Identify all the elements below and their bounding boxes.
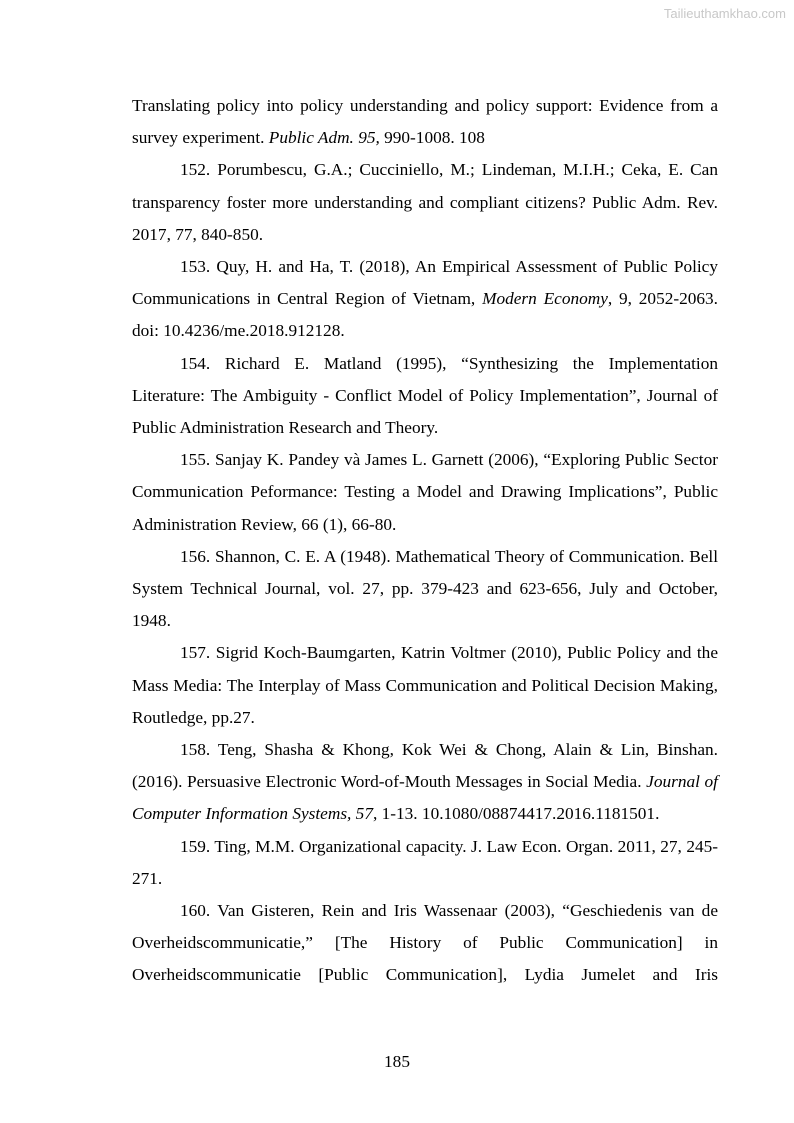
reference-text: Sanjay K. Pandey và James L. Garnett (2006), “Exploring Public Sector Communication Peformance: Testing a Model and Drawing Implications”, Public Administration Review, 66 (1), 66-80. (132, 450, 718, 534)
reference-text: Richard E. Matland (1995), “Synthesizing the Implementation Literature: The Ambiguity - Conflict Model of Policy Implementation”, Journal of Public Administration Research and Theory. (132, 353, 718, 438)
reference-number: 160. (180, 901, 211, 921)
reference-entry (132, 444, 718, 541)
reference-text: Porumbescu, G.A.; Cucciniello, M.; Lindeman, M.I.H.; Ceka, E. Can transparency foster more understanding and compliant citizens? Public Adm. Rev. 2017, 77, 840-850. (132, 160, 718, 244)
reference-entry (132, 251, 718, 348)
reference-number: 157. (180, 643, 211, 663)
reference-entry (132, 637, 718, 734)
reference-italic-text: Modern Economy (482, 289, 608, 309)
reference-italic-text: Journal of Computer Information Systems, 57 (132, 772, 718, 824)
reference-text: Sigrid Koch-Baumgarten, Katrin Voltmer (2010), Public Policy and the Mass Media: The Interplay of Mass Communication and Political Decision Making, Routledge, pp.27. (132, 643, 718, 727)
page-number: 185 (384, 1052, 410, 1071)
watermark-text: Tailieuthamkhao.com (663, 6, 786, 21)
reference-entry (132, 154, 718, 251)
reference-number: 152. (180, 160, 211, 180)
reference-italic-text: Public Adm. 95, (268, 128, 380, 148)
reference-number: 153. (180, 257, 211, 277)
reference-entry (132, 90, 718, 154)
reference-number: 159. (180, 836, 211, 856)
reference-number: 154. (180, 353, 211, 373)
reference-number: 155. (180, 450, 211, 470)
reference-text: Quy, H. and Ha, T. (2018), An Empirical Assessment of Public Policy Communications in Central Region of Vietnam, (132, 257, 718, 309)
reference-text: , 9, 2052-2063. doi: 10.4236/me.2018.912128. (132, 289, 718, 341)
reference-entry (132, 831, 718, 895)
reference-text: , 1-13. 10.1080/08874417.2016.1181501. (372, 804, 660, 824)
reference-text: Shannon, C. E. A (1948). Mathematical Theory of Communication. Bell System Technical Journal, vol. 27, pp. 379-423 and 623-656, July and October, 1948. (132, 546, 718, 631)
reference-text: 990-1008. 108 (379, 128, 485, 148)
reference-list (132, 90, 718, 992)
reference-text: Translating policy into policy understanding and policy support: Evidence from a survey experiment. (132, 96, 718, 148)
reference-text: Teng, Shasha & Khong, Kok Wei & Chong, Alain & Lin, Binshan. (2016). Persuasive Electronic Word-of-Mouth Messages in Social Media. (132, 740, 718, 792)
reference-entry (132, 348, 718, 445)
reference-number: 156. (180, 546, 211, 566)
reference-number: 158. (180, 740, 211, 760)
reference-entry (132, 541, 718, 638)
reference-text: Van Gisteren, Rein and Iris Wassenaar (2003), “Geschiedenis van de Overheidscommunicatie,” [The History of Public Communication] in Overheidscommunicatie [Public Communication], Lydia Jumelet and Iris (132, 901, 718, 985)
reference-text: Ting, M.M. Organizational capacity. J. Law Econ. Organ. 2011, 27, 245-271. (132, 836, 718, 888)
reference-entry (132, 895, 718, 992)
reference-entry (132, 734, 718, 831)
